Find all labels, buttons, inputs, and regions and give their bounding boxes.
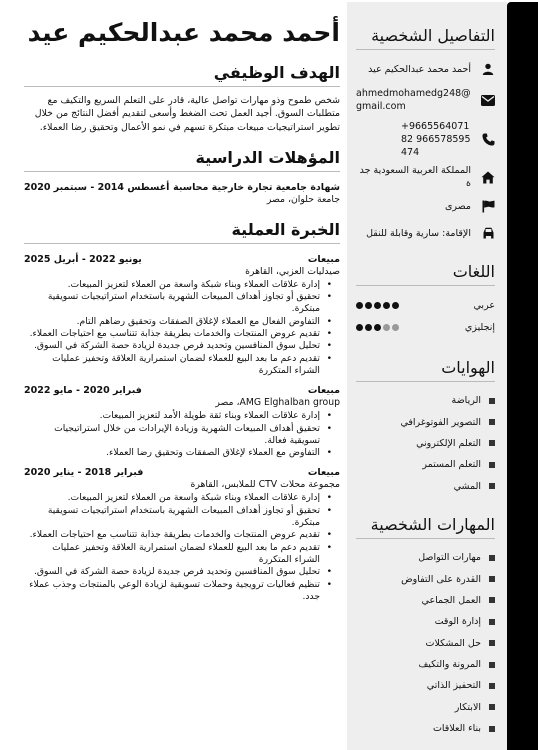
education-degree: شهادة جامعية تجارة خارجية محاسبة — [173, 181, 340, 193]
square-bullet-icon — [489, 462, 495, 468]
experience-company: مجموعة محلات CTV للملابس، القاهرة — [190, 479, 340, 491]
contact-email[interactable]: ahmedmohamedg248@gmail.com — [356, 88, 471, 112]
experience-role: مبيعات — [307, 253, 340, 265]
objective-heading: الهدف الوظيفي — [24, 63, 340, 87]
experience-entry — [24, 254, 340, 377]
personal-details-heading: التفاصيل الشخصية — [356, 26, 495, 50]
languages-heading: اللغات — [356, 262, 495, 286]
language-row — [356, 316, 495, 338]
skills-heading: المهارات الشخصية — [356, 515, 495, 539]
nationality: مصرى — [444, 200, 471, 212]
duty-item: • تنظيم فعاليات ترويجية وحملات تسويقية لزيادة الوعي بالمنتجات وجذب عملاء جدد. — [24, 579, 340, 604]
experience-role: مبيعات — [307, 467, 340, 479]
contact-address-row — [356, 164, 495, 190]
hobby-item: التعلم الإلكتروني — [356, 433, 495, 454]
skills-list — [356, 547, 495, 740]
education-school: جامعة حلوان، مصر — [266, 193, 340, 205]
language-name: إنجليزي — [464, 321, 495, 333]
skill-item: الابتكار — [356, 697, 495, 718]
education-heading: المؤهلات الدراسية — [24, 148, 340, 172]
experience-entry-head — [24, 467, 340, 479]
duty-item: • إدارة علاقات العملاء وبناء شبكة واسعة من العملاء لتعزيز المبيعات. — [24, 279, 340, 291]
contact-name-row — [356, 58, 495, 80]
experience-duties — [24, 492, 340, 603]
duty-item: • تقديم دعم ما بعد البيع للعملاء لضمان استمرارية العلاقة وتحفيز عمليات الشراء المتكررة — [24, 353, 340, 378]
contact-phones[interactable]: +966556407182 966578595474 — [401, 121, 471, 158]
nationality-row — [356, 195, 495, 217]
experience-role: مبيعات — [307, 385, 340, 397]
phone-icon — [481, 133, 495, 147]
duty-item: • التفاوض مع العملاء لإغلاق الصفقات وتحقيق رضا العملاء. — [24, 447, 340, 459]
experience-entry — [24, 467, 340, 603]
skill-item: التحفيز الذاتي — [356, 675, 495, 696]
duty-item: • إدارة علاقات العملاء وبناء شبكة واسعة من العملاء لتعزيز المبيعات. — [24, 492, 340, 504]
hobby-item: المشي — [356, 476, 495, 497]
square-bullet-icon — [489, 555, 495, 561]
experience-heading: الخبرة العملية — [24, 220, 340, 244]
square-bullet-icon — [489, 683, 495, 689]
skill-item: حل المشكلات — [356, 633, 495, 654]
experience-entry-head — [24, 385, 340, 397]
duty-item: • تحليل سوق المنافسين وتحديد فرص جديدة لزيادة حصة الشركة في السوق. — [24, 340, 340, 352]
level-dot — [383, 324, 390, 331]
hobby-item: التصوير الفوتوغرافي — [356, 411, 495, 432]
experience-dates: يونيو 2022 - أبريل 2025 — [24, 253, 142, 265]
experience-entry-head — [24, 254, 340, 266]
level-dot — [392, 302, 399, 309]
level-dot — [365, 324, 372, 331]
car-icon — [481, 226, 495, 240]
experience-duties — [24, 279, 340, 377]
duty-item: • تحقيق أو تجاوز أهداف المبيعات الشهرية باستخدام استراتيجيات تسويقية مبتكرة. — [24, 291, 340, 316]
duty-item: • تحليل سوق المنافسين وتحديد فرص جديدة لزيادة حصة الشركة في السوق. — [24, 566, 340, 578]
residency-row — [356, 222, 495, 244]
main-content — [24, 18, 340, 611]
duty-item: • تحقيق أو تجاوز أهداف المبيعات الشهرية باستخدام استراتيجيات تسويقية مبتكرة. — [24, 505, 340, 530]
residency: الإقامة: سارية وقابلة للنقل — [366, 227, 471, 239]
level-dot — [383, 302, 390, 309]
duty-item: • تقديم عروض المنتجات والخدمات بطريقة جذابة تتناسب مع احتياجات العملاء. — [24, 529, 340, 541]
skill-item: المرونة والتكيف — [356, 654, 495, 675]
user-icon — [481, 62, 495, 76]
level-dot — [374, 324, 381, 331]
contact-phone-row — [356, 120, 495, 159]
square-bullet-icon — [489, 576, 495, 582]
square-bullet-icon — [489, 483, 495, 489]
flag-icon — [481, 199, 495, 213]
square-bullet-icon — [489, 398, 495, 404]
home-icon — [481, 170, 495, 184]
objective-text: شخص طموح وذو مهارات تواصل عالية، قادر على التعلم السريع والتكيف مع متطلبات السوق. أجيد العمل تحت الضغط وأسعى لتقديم أفضل النتائج من خلال تطوير استراتيجيات مبيعات مبتكرة تسهم في نمو الأعمال وتحقيق رضا العملاء. — [34, 95, 340, 133]
contact-email-row — [356, 85, 495, 115]
duty-item: • تحقيق أهداف المبيعات الشهرية وزيادة الإيرادات من خلال استراتيجيات تسويقية فعالة. — [24, 423, 340, 448]
experience-company: AMG Elghalban group، مصر — [215, 397, 340, 409]
duty-item: • إدارة علاقات العملاء وبناء ثقة طويلة الأمد لتعزيز المبيعات. — [24, 410, 340, 422]
square-bullet-icon — [489, 419, 495, 425]
experience-duties — [24, 410, 340, 459]
education-entry-head — [24, 182, 340, 194]
contact-address: المملكة العربية السعودية جدة — [359, 165, 471, 189]
email-icon — [481, 93, 495, 107]
duty-item: • تقديم عروض المنتجات والخدمات بطريقة جذابة تتناسب مع احتياجات العملاء. — [24, 328, 340, 340]
decorative-side-bar — [507, 2, 538, 750]
skill-item: إدارة الوقت — [356, 611, 495, 632]
level-dot — [365, 302, 372, 309]
language-row — [356, 294, 495, 316]
square-bullet-icon — [489, 704, 495, 710]
skill-item: مهارات التواصل — [356, 547, 495, 568]
hobby-item: الرياضة — [356, 390, 495, 411]
education-entry — [24, 182, 340, 206]
hobbies-heading: الهوايات — [356, 358, 495, 382]
experience-dates: فبراير 2020 - مايو 2022 — [24, 385, 142, 397]
hobby-item: التعلم المستمر — [356, 454, 495, 475]
education-dates: أغسطس 2014 - سبتمبر 2020 — [24, 181, 170, 193]
skill-item: بناء العلاقات — [356, 718, 495, 739]
duty-item: • تقديم دعم ما بعد البيع للعملاء لضمان استمرارية العلاقة وتحفيز عمليات الشراء المتكررة — [24, 542, 340, 567]
level-dot — [392, 324, 399, 331]
square-bullet-icon — [489, 440, 495, 446]
sidebar — [347, 2, 507, 750]
contact-name: أحمد محمد عبدالحكيم عيد — [368, 63, 471, 75]
skill-item: القدرة على التفاوض — [356, 568, 495, 589]
skill-item: العمل الجماعي — [356, 590, 495, 611]
level-dot — [356, 324, 363, 331]
square-bullet-icon — [489, 662, 495, 668]
candidate-name: أحمد محمد عبدالحكيم عيد — [27, 18, 340, 47]
square-bullet-icon — [489, 640, 495, 646]
experience-company: صيدليات العزبي، القاهرة — [245, 265, 340, 277]
language-level-dots — [356, 324, 399, 331]
duty-item: • التفاوض الفعال مع العملاء لإغلاق الصفقات وتحقيق رضاهم التام. — [24, 316, 340, 328]
square-bullet-icon — [489, 597, 495, 603]
square-bullet-icon — [489, 726, 495, 732]
hobbies-list — [356, 390, 495, 497]
level-dot — [374, 302, 381, 309]
experience-entry — [24, 385, 340, 459]
experience-dates: فبراير 2018 - يناير 2020 — [24, 467, 144, 479]
language-name: عربي — [473, 299, 495, 311]
language-level-dots — [356, 302, 399, 309]
level-dot — [356, 302, 363, 309]
square-bullet-icon — [489, 619, 495, 625]
